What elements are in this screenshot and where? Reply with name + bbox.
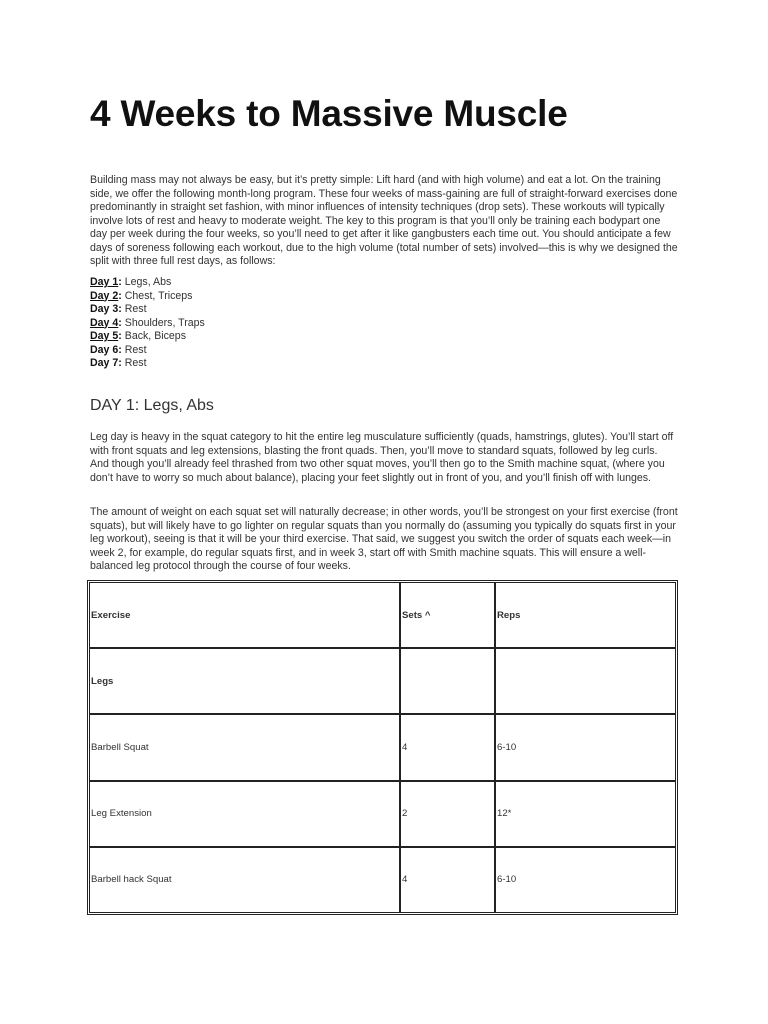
day-label-colon: :	[118, 330, 122, 342]
section-heading: DAY 1: Legs, Abs	[90, 397, 214, 414]
body-paragraph: Leg day is heavy in the squat category to hit the entire leg musculature sufficiently (quads, hamstrings, glutes). You’ll start off with front squats and leg extensions, blasting the front quads. Then, you’ll move to standard squats, followed by leg curls. And though you’ll already feel thrashed from two other squat moves, you’ll then go to the Smith machine squat, (where you don’t have to worry so much about balance), placing your feet slightly out in front of you, and you’ll finish off with lunges.	[90, 431, 674, 484]
day-focus: Rest	[121, 357, 147, 369]
table-row	[89, 847, 676, 913]
reps-value: 6-10	[495, 847, 676, 913]
reps-value: 6-10	[495, 714, 676, 780]
list-item	[90, 330, 490, 344]
day-label: Day 6:	[90, 343, 122, 356]
exercise-name: Barbell hack Squat	[89, 847, 400, 913]
day-label-colon: :	[118, 276, 122, 288]
sets-value: 4	[400, 714, 495, 780]
day-label-colon: :	[118, 316, 122, 329]
body-paragraph: The amount of weight on each squat set will naturally decrease; in other words, you’ll be strongest on your first exercise (front squats), but will likely have to go lighter on regular squats than you normally do (assuming you typically do squats first in your leg workout), seeing is that it will be your third exercise. That said, we suggest you switch the order of squats each week—in week 2, for example, do regular squats first, and in week 3, start off with Smith machine squats. This will ensure a well-balanced leg protocol through the course of four weeks.	[90, 506, 678, 572]
exercise-table-grid	[89, 582, 676, 913]
day-focus: Legs, Abs	[121, 276, 172, 288]
day-label: Day 7:	[90, 357, 122, 369]
column-header-sets: Sets ^	[400, 582, 495, 648]
column-header-reps: Reps	[495, 582, 676, 648]
day-label: Day 4	[90, 316, 119, 329]
list-item	[90, 357, 490, 371]
table-row	[89, 781, 676, 847]
day-label: Day 1	[90, 276, 119, 288]
table-row	[89, 714, 676, 780]
exercise-table	[87, 580, 678, 915]
list-item	[90, 317, 490, 331]
list-item	[90, 290, 490, 304]
page-title: 4 Weeks to Massive Muscle	[90, 93, 568, 134]
day-focus: Rest	[121, 343, 147, 356]
day-label-colon: :	[118, 289, 122, 302]
reps-value: 12*	[495, 781, 676, 847]
list-item	[90, 303, 490, 317]
list-item	[90, 344, 490, 358]
day-label: Day 5	[90, 330, 119, 342]
day-focus: Rest	[121, 303, 147, 315]
intro-paragraph: Building mass may not always be easy, but it’s pretty simple: Lift hard (and with high volume) and eat a lot. On the training side, we offer the following month-long program. These four weeks of mass-gaining are full of straight-forward exercises done predominantly in straight set fashion, with minor influences of intensity techniques (drop sets). These workouts will typically involve lots of rest and heavy to moderate weight. The key to this program is that you’ll only be training each bodypart one day per week during the four weeks, so you’ll need to get after it like gangbusters each time out. You should anticipate a few days of soreness following each workout, due to the high volume (total number of sets) involved—this is why we designed the split with three full rest days, as follows:	[90, 174, 678, 267]
day-focus: Shoulders, Traps	[121, 316, 205, 329]
day-focus: Chest, Triceps	[121, 289, 193, 302]
sets-value: 4	[400, 847, 495, 913]
list-item	[90, 276, 490, 290]
table-section-row	[89, 648, 676, 714]
day-label: Day 3:	[90, 303, 122, 315]
section-label: Legs	[89, 648, 400, 714]
weekly-split-list	[90, 276, 490, 371]
exercise-name: Barbell Squat	[89, 714, 400, 780]
table-cell-empty	[495, 648, 676, 714]
sets-value: 2	[400, 781, 495, 847]
column-header-exercise: Exercise	[89, 582, 400, 648]
day-focus: Back, Biceps	[121, 330, 186, 342]
table-header-row	[89, 582, 676, 648]
day-label: Day 2	[90, 289, 119, 302]
table-cell-empty	[400, 648, 495, 714]
exercise-name: Leg Extension	[89, 781, 400, 847]
